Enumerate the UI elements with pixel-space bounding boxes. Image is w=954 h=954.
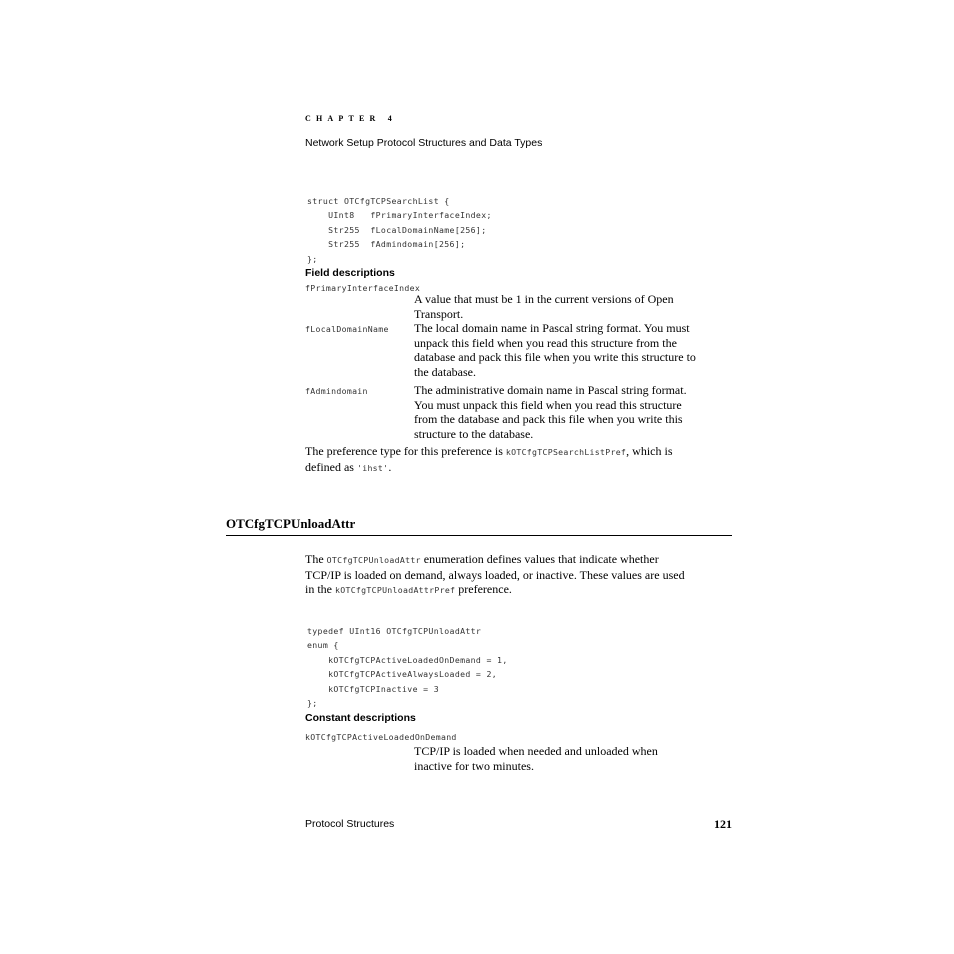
struct-code-block	[307, 179, 492, 281]
field-description	[414, 292, 744, 321]
note-line	[305, 460, 735, 476]
inline-code: 'ihst'	[356, 462, 389, 473]
text: defined as	[305, 459, 357, 474]
text: in the	[305, 582, 335, 596]
desc-line: structure to the database.	[414, 426, 534, 441]
code-line: UInt8 fPrimaryInterfaceIndex;	[307, 210, 492, 220]
field-descriptions-heading: Field descriptions	[305, 267, 395, 279]
code-line: struct OTCfgTCPSearchList {	[307, 195, 450, 206]
code-line: };	[307, 253, 318, 264]
field-name: fAdmindomain	[305, 386, 368, 396]
intro-line	[305, 582, 745, 598]
code-line: typedef UInt16 OTCfgTCPUnloadAttr	[307, 625, 482, 636]
text: enumeration defines values that indicate whether	[420, 552, 659, 566]
desc-line: You must unpack this field when you read this structure	[414, 397, 682, 412]
footer-section-name: Protocol Structures	[305, 818, 395, 830]
desc-line: database and pack this file when you write this structure to	[414, 350, 696, 364]
text: , which is	[626, 444, 673, 458]
inline-code: kOTCfgTCPUnloadAttrPref	[335, 585, 456, 595]
enum-code-block	[307, 609, 508, 725]
code-line: kOTCfgTCPInactive = 3	[307, 683, 439, 694]
code-line: Str255 fAdmindomain[256];	[307, 239, 466, 249]
desc-line: from the database and pack this file when you write this	[414, 412, 683, 426]
page-number: 121	[714, 817, 732, 831]
code-line: enum {	[307, 640, 339, 650]
text: The	[305, 552, 327, 566]
code-line: kOTCfgTCPActiveLoadedOnDemand = 1,	[307, 654, 508, 665]
inline-code: kOTCfgTCPSearchListPref	[505, 447, 627, 457]
desc-line: The local domain name in Pascal string format. You must	[414, 321, 690, 335]
field-name: fPrimaryInterfaceIndex	[305, 283, 421, 293]
preference-note	[305, 444, 735, 475]
field-description	[414, 383, 744, 441]
field-description	[414, 321, 744, 379]
desc-line: Transport.	[414, 306, 464, 321]
desc-line: TCP/IP is loaded when needed and unloaded when	[414, 744, 658, 758]
note-line	[305, 444, 735, 460]
inline-code: OTCfgTCPUnloadAttr	[326, 555, 421, 565]
intro-line	[305, 552, 745, 568]
chapter-label: CHAPTER 4	[305, 114, 397, 123]
chapter-title: Network Setup Protocol Structures and Data Types	[305, 137, 543, 149]
constant-name: kOTCfgTCPActiveLoadedOnDemand	[305, 732, 457, 742]
desc-line: the database.	[414, 364, 476, 379]
section-title: OTCfgTCPUnloadAttr	[226, 516, 356, 531]
code-line: kOTCfgTCPActiveAlwaysLoaded = 2,	[307, 669, 498, 679]
constant-descriptions-heading: Constant descriptions	[305, 712, 416, 724]
section-rule	[226, 535, 732, 536]
constant-description	[414, 744, 744, 773]
desc-line: The administrative domain name in Pascal string format.	[414, 383, 687, 397]
section-intro	[305, 552, 745, 598]
text: preference.	[455, 582, 512, 596]
intro-line: TCP/IP is loaded on demand, always loaded, or inactive. These values are used	[305, 567, 685, 582]
text: .	[388, 459, 392, 474]
desc-line: inactive for two minutes.	[414, 758, 534, 773]
field-name: fLocalDomainName	[305, 324, 389, 334]
text: The preference type for this preference is	[305, 444, 506, 458]
code-line: };	[307, 698, 318, 708]
code-line: Str255 fLocalDomainName[256];	[307, 224, 487, 235]
desc-line: A value that must be 1 in the current versions of Open	[414, 292, 674, 306]
desc-line: unpack this field when you read this structure from the	[414, 335, 677, 350]
